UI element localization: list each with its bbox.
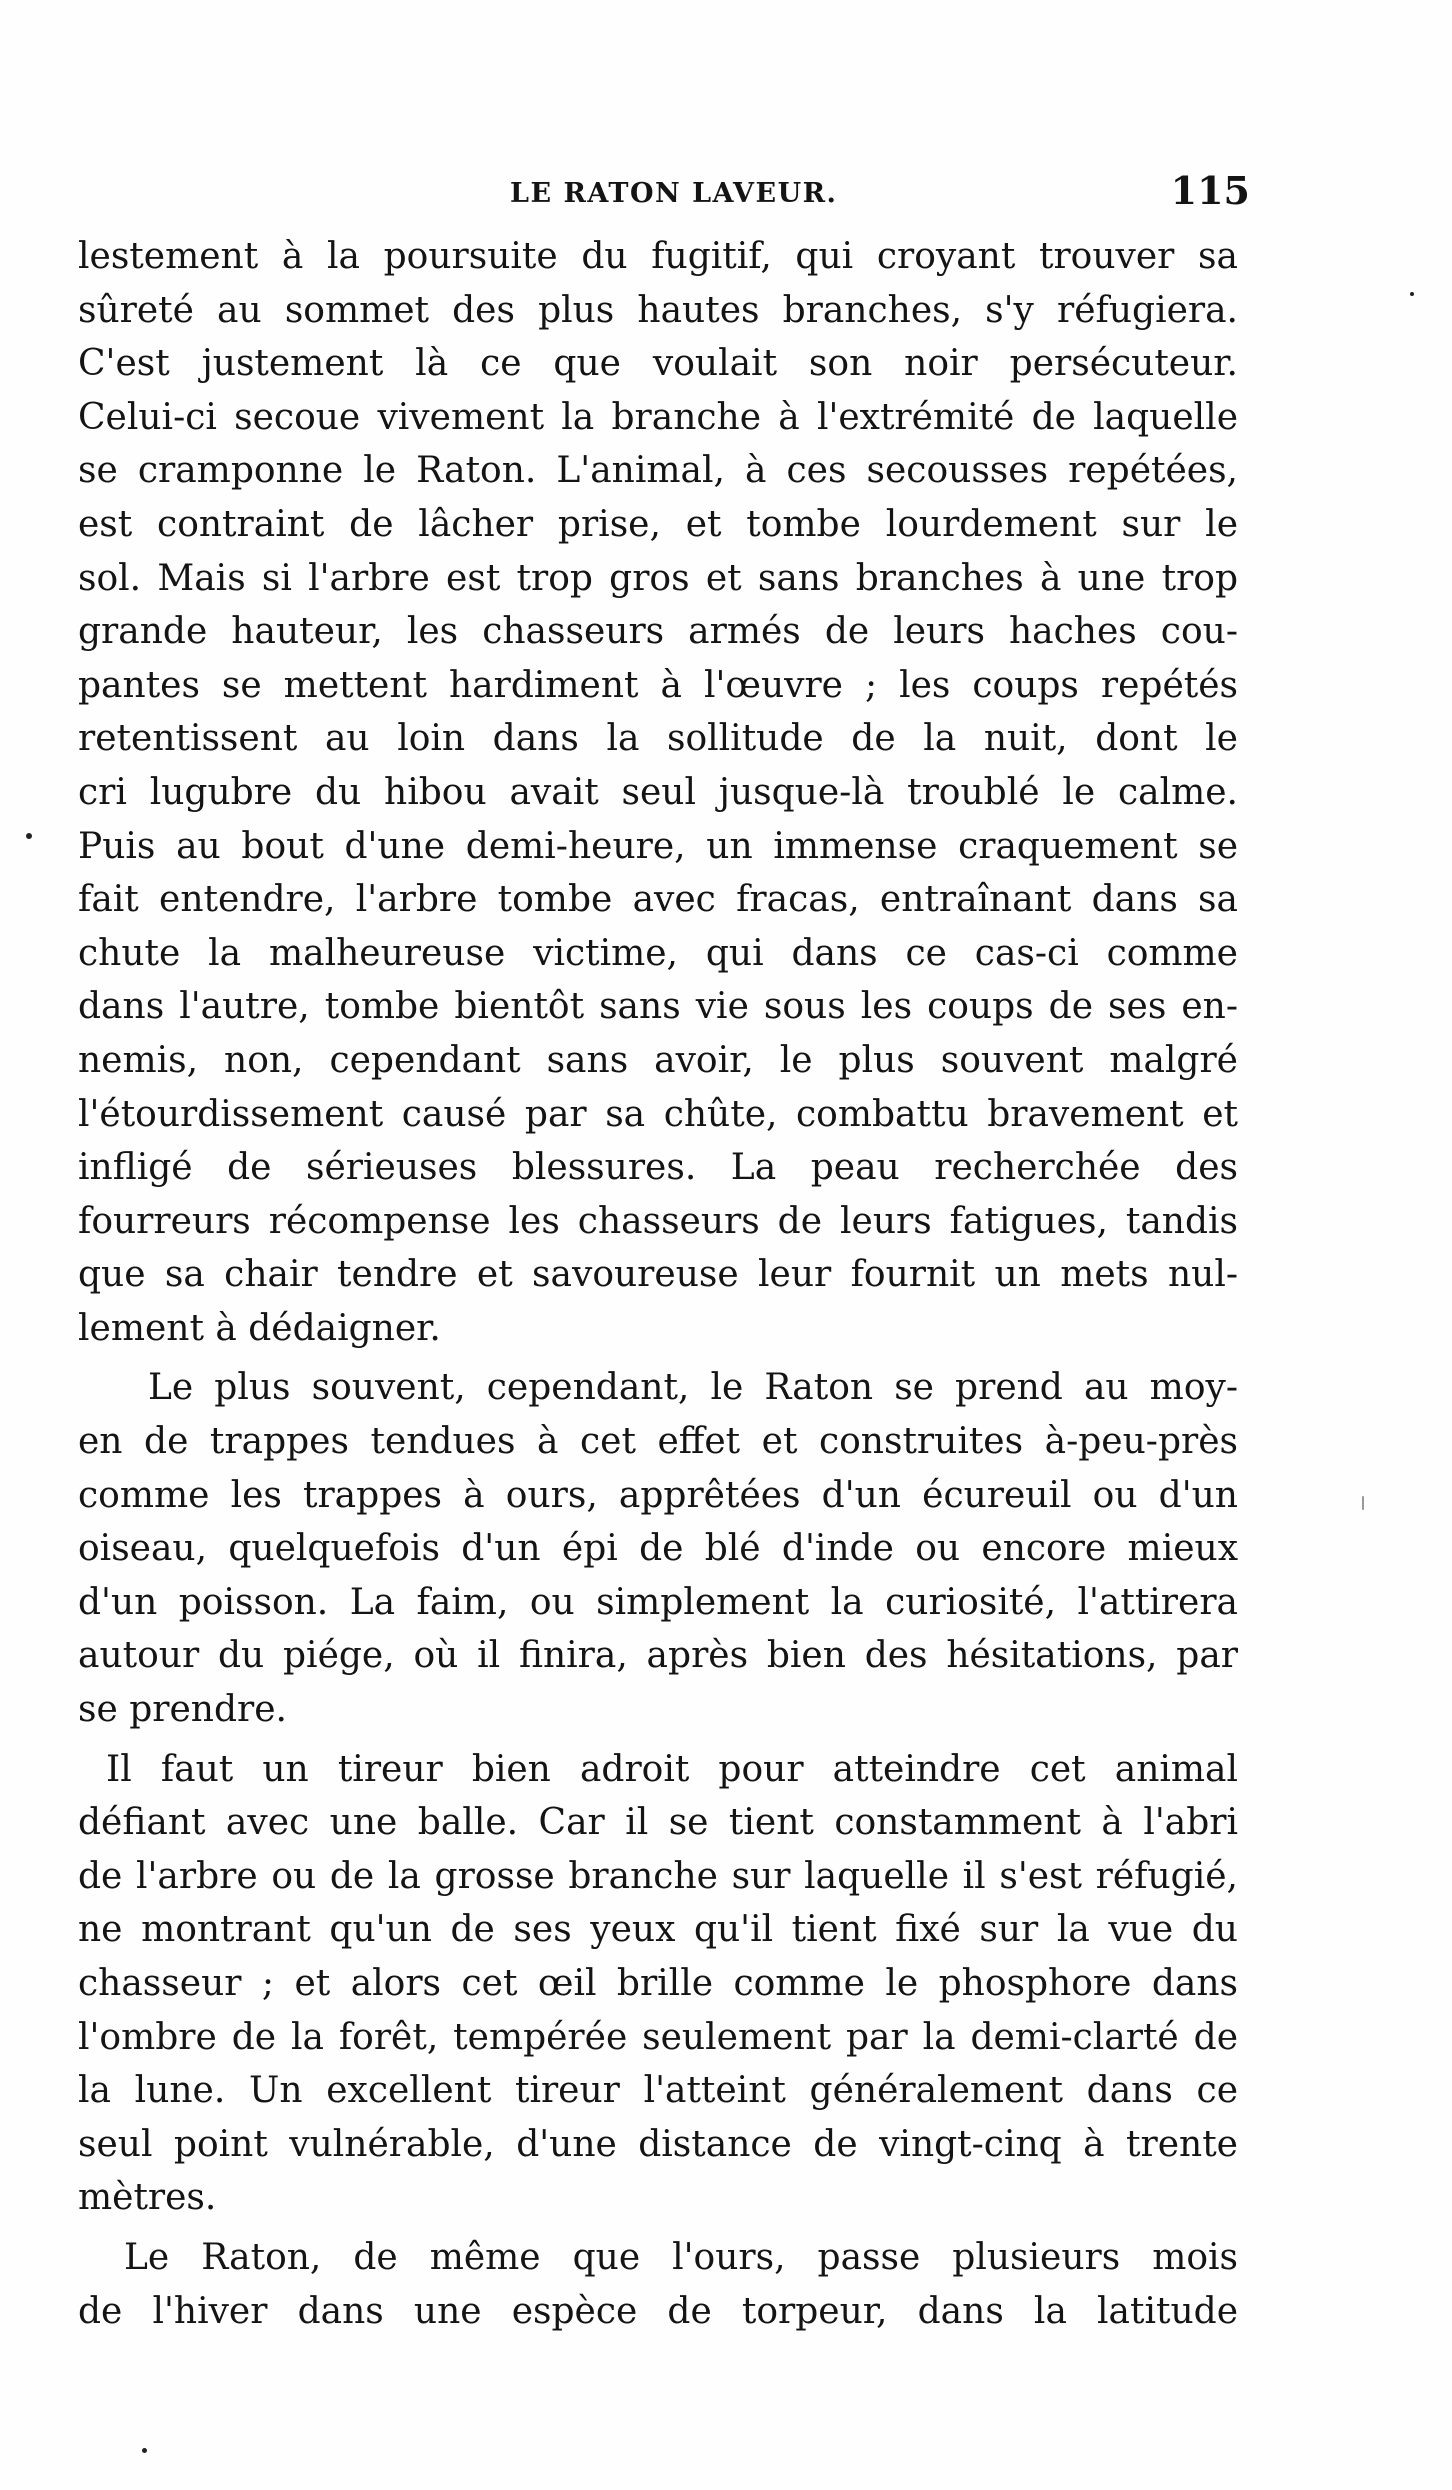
text-line: fourreurs récompense les chasseurs de leurs fatigues, tandis [78,1200,1238,1242]
text-line: se prendre. [78,1689,287,1731]
text-line: chasseur ; et alors cet œil brille comme le phosphore dans [78,1963,1238,2004]
text-line: oiseau, quelquefois d'un épi de blé d'inde ou encore mieux [78,1528,1238,1570]
text-line: en de trappes tendues à cet effet et construites à-peu-près [78,1421,1238,1463]
text-line: sol. Mais si l'arbre est trop gros et sans branches à une trop [78,557,1238,599]
text-line: est contraint de lâcher prise, et tombe lourdement sur le [78,503,1238,545]
text-line: dans l'autre, tombe bientôt sans vie sous les coups de ses en- [78,986,1238,1028]
text-line: fait entendre, l'arbre tombe avec fracas, entraînant dans sa [78,879,1238,921]
text-line: grande hauteur, les chasseurs armés de leurs haches cou- [78,611,1238,653]
paragraph [78,2231,1238,2338]
text-line: chute la malheureuse victime, qui dans ce cas-ci comme [78,932,1238,974]
text-line: Celui-ci secoue vivement la branche à l'extrémité de laquelle [78,396,1238,438]
text-line: Puis au bout d'une demi-heure, un immense craquement se [78,825,1238,867]
text-line: retentissent au loin dans la sollitude de la nuit, dont le [78,718,1238,760]
running-head: LE RATON LAVEUR. [510,178,838,209]
ink-speck [142,2448,147,2453]
text-line: défiant avec une balle. Car il se tient constamment à l'abri [78,1802,1238,1844]
text-line: cri lugubre du hibou avait seul jusque-là troublé le calme. [78,771,1238,813]
text-line: la lune. Un excellent tireur l'atteint généralement dans ce [78,2070,1238,2112]
page-number: 115 [1170,168,1250,213]
text-line: l'ombre de la forêt, tempérée seulement par la demi-clarté de [78,2016,1238,2058]
text-line: Le Raton, de même que l'ours, passe plusieurs mois [124,2236,1238,2278]
paragraph [78,1361,1238,1736]
text-line: lement à dédaigner. [78,1307,441,1349]
text-line: ne montrant qu'un de ses yeux qu'il tient fixé sur la vue du [78,1909,1238,1951]
body-text [78,230,1238,2338]
text-line: comme les trappes à ours, apprêtées d'un écureuil ou d'un [78,1474,1238,1516]
page-header [90,168,1250,228]
text-line: mètres. [78,2177,217,2219]
text-line: infligé de sérieuses blessures. La peau recherchée des [78,1147,1238,1189]
text-line: autour du piége, où il finira, après bien des hésitations, par [78,1635,1238,1677]
paragraph [78,1743,1238,2225]
text-line: de l'arbre ou de la grosse branche sur laquelle il s'est réfugié, [78,1855,1238,1897]
ink-speck [1362,1496,1364,1510]
text-line: d'un poisson. La faim, ou simplement la curiosité, l'attirera [78,1581,1238,1623]
paragraph [78,230,1238,1355]
text-line: lestement à la poursuite du fugitif, qui croyant trouver sa [78,236,1238,277]
text-line: pantes se mettent hardiment à l'œuvre ; les coups repétés [78,664,1238,706]
text-line: de l'hiver dans une espèce de torpeur, dans la latitude [78,2290,1238,2332]
ink-speck [1410,292,1414,296]
text-line: se cramponne le Raton. L'animal, à ces secousses repétées, [78,450,1238,492]
text-line: Il faut un tireur bien adroit pour atteindre cet animal [106,1748,1238,1790]
text-line: Le plus souvent, cependant, le Raton se prend au moy- [148,1367,1238,1409]
text-line: nemis, non, cependant sans avoir, le plus souvent malgré [78,1039,1238,1081]
text-line: l'étourdissement causé par sa chûte, combattu bravement et [78,1093,1238,1135]
text-line: que sa chair tendre et savoureuse leur fournit un mets nul- [78,1254,1238,1296]
text-line: C'est justement là ce que voulait son noir persécuteur. [78,343,1238,385]
text-line: sûreté au sommet des plus hautes branches, s'y réfugiera. [78,289,1238,331]
text-line: seul point vulnérable, d'une distance de vingt-cinq à trente [78,2123,1238,2165]
ink-speck [26,833,32,839]
